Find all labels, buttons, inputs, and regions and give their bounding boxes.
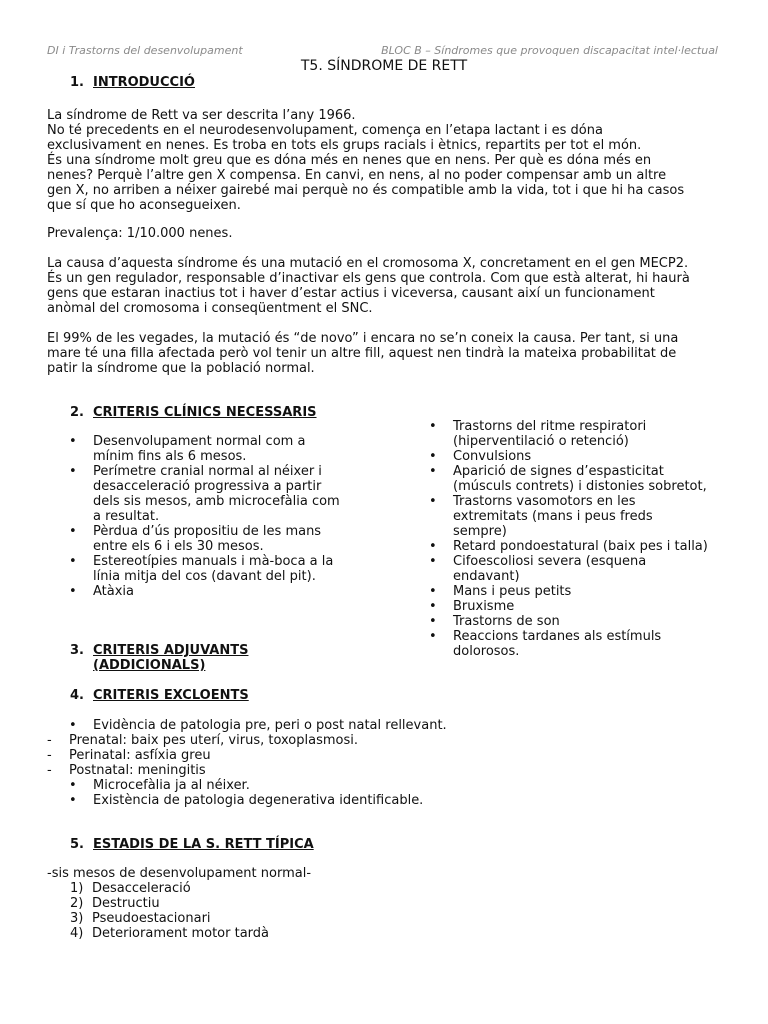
exclusion-item-1-list — [69, 718, 729, 733]
header-right: BLOC B – Síndromes que provoquen discapacitat intel·lectual — [381, 44, 718, 57]
list-item: • Aparició de signes d’espasticitat (músculs contrets) i distonies sobretot, — [429, 464, 739, 494]
intro-paragraph-2: La causa d’aquesta síndrome és una mutació en el cromosoma X, concretament en el gen MECP2. És un gen regulador, responsable d’inactivar els gens que controla. Com que està alterat, hi haurà gens que estaran inactius tot i haver d’estar actius i viceversa, causant així un funcionament anòmal del cromosoma i conseqüentment el SNC. — [47, 256, 690, 316]
dash-item-prenatal: - Prenatal: baix pes uterí, virus, toxoplasmosi. — [47, 733, 358, 748]
list-item: • Bruxisme — [429, 599, 739, 614]
list-item: • Microcefàlia ja al néixer. — [69, 778, 729, 793]
list-item: 4) Deteriorament motor tardà — [70, 926, 269, 941]
section-2-heading: 2. CRITERIS CLÍNICS NECESSARIS — [70, 405, 317, 420]
dash-item-perinatal: - Perinatal: asfíxia greu — [47, 748, 211, 763]
section-3-heading: 3. CRITERIS ADJUVANTS (ADDICIONALS) — [70, 643, 249, 673]
dash-item-postnatal: - Postnatal: meningitis — [47, 763, 206, 778]
list-item: • Pèrdua d’ús propositiu de les mans entre els 6 i els 30 mesos. — [69, 524, 389, 554]
stages-intro: -sis mesos de desenvolupament normal- — [47, 866, 312, 881]
intro-paragraph-3: El 99% de les vegades, la mutació és “de novo” i encara no se’n coneix la causa. Per tant, si una mare té una filla afectada però vol tenir un altre fill, aquest nen tindrà la mateixa probabilitat de patir la síndrome que la població normal. — [47, 331, 679, 376]
list-item: 3) Pseudoestacionari — [70, 911, 211, 926]
list-item: • Mans i peus petits — [429, 584, 739, 599]
list-item: • Perímetre cranial normal al néixer i desacceleració progressiva a partir dels sis mesos, amb microcefàlia com a resultat. — [69, 464, 389, 524]
additional-symptoms-list — [429, 419, 739, 659]
list-item: • Reaccions tardanes als estímuls dolorosos. — [429, 629, 739, 659]
header-left: DI i Trastorns del desenvolupament — [47, 44, 243, 57]
list-item: 2) Destructiu — [70, 896, 160, 911]
list-item: • Existència de patologia degenerativa identificable. — [69, 793, 729, 808]
list-item: • Trastorns del ritme respiratori (hiperventilació o retenció) — [429, 419, 739, 449]
section-5-heading: 5. ESTADIS DE LA S. RETT TÍPICA — [70, 837, 314, 852]
list-item: • Evidència de patologia pre, peri o post natal rellevant. — [69, 718, 729, 733]
stages-list — [70, 881, 269, 941]
list-item: • Estereotípies manuals i mà-boca a la línia mitja del cos (davant del pit). — [69, 554, 389, 584]
exclusion-item-2-list — [69, 778, 729, 808]
list-item: • Trastorns vasomotors en les extremitats (mans i peus freds sempre) — [429, 494, 739, 539]
list-item: 1) Desacceleració — [70, 881, 191, 896]
intro-paragraph-1: La síndrome de Rett va ser descrita l’any 1966. No té precedents en el neurodesenvolupament, comença en l’etapa lactant i es dóna exclusivament en nenes. Es troba en tots els grups racials i ètnics, repartits per tot el món. És una síndrome molt greu que es dóna més en nenes que en nens. Per què es dóna més en nenes? Perquè l’altre gen X compensa. En canvi, en nens, al no poder compensar amb un altre gen X, no arriben a néixer gairebé mai perquè no és compatible amb la vida, tot i que hi ha casos que sí que ho aconsegueixen. — [47, 108, 685, 213]
list-item: • Cifoescoliosi severa (esquena endavant) — [429, 554, 739, 584]
list-item: • Trastorns de son — [429, 614, 739, 629]
list-item: • Desenvolupament normal com a mínim fins als 6 mesos. — [69, 434, 389, 464]
section-1-heading: 1. INTRODUCCIÓ — [70, 75, 195, 90]
document-title: T5. SÍNDROME DE RETT — [300, 58, 468, 74]
list-item: • Atàxia — [69, 584, 389, 599]
clinical-criteria-list — [69, 434, 389, 599]
prevalence-text: Prevalença: 1/10.000 nenes. — [47, 226, 233, 241]
section-4-heading: 4. CRITERIS EXCLOENTS — [70, 688, 249, 703]
list-item: • Retard pondoestatural (baix pes i talla) — [429, 539, 739, 554]
list-item: • Convulsions — [429, 449, 739, 464]
